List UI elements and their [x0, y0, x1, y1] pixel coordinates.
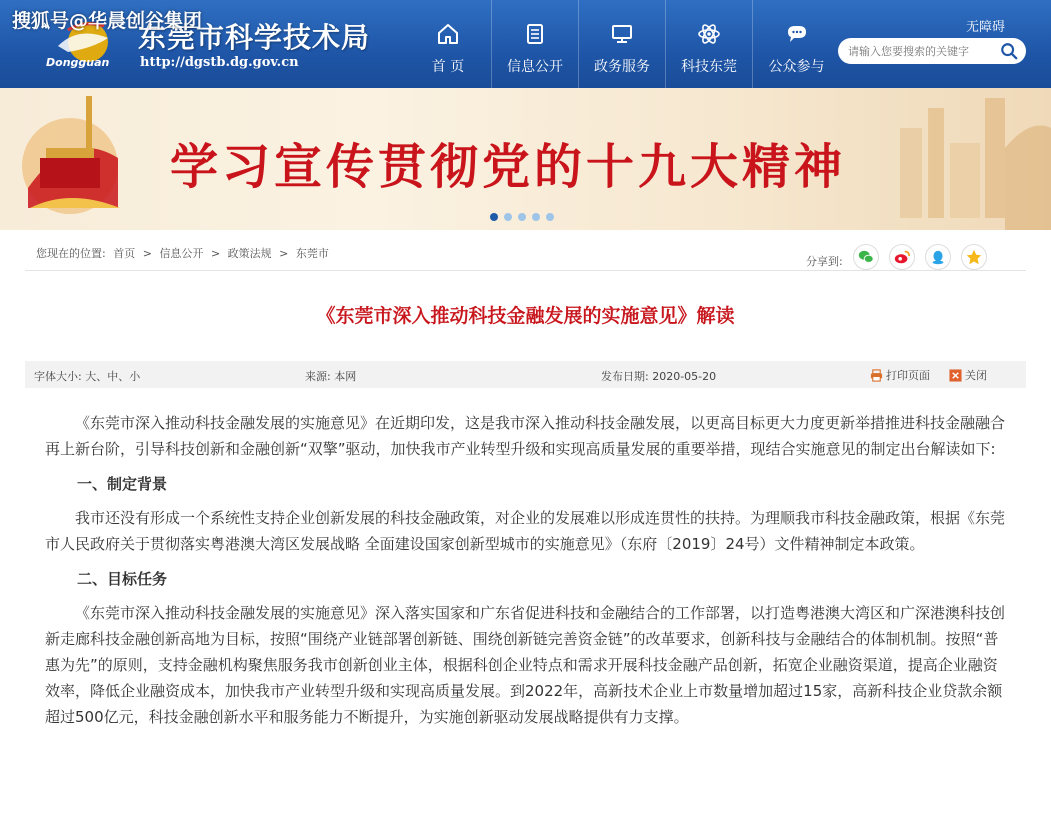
- breadcrumb-separator: >: [142, 247, 152, 260]
- section-heading: 一、制定背景: [77, 475, 168, 493]
- print-button[interactable]: [870, 367, 930, 383]
- svg-text:Dongguan: Dongguan: [46, 56, 110, 69]
- article-paragraph: 《东莞市深入推动科技金融发展的实施意见》深入落实国家和广东省促进科技和金融结合的工作部署，以打造粤港澳大湾区和广深港澳科技创新走廊科技金融创新高地为目标，按照“围绕产业链部署创新链、围绕创新链完善资金链”的改革要求，创新科技与金融结合的体制机制。按照“普惠为先”的原则，支持金融机构聚焦服务我市创新创业主体，根据科创企业特点和需求开展科技金融产品创新，拓宽企业融资渠道，提高企业融资效率，降低企业融资成本，加快我市产业转型升级和实现高质量发展。到2022年，高新技术企业上市数量增加超过15家，高新科技企业贷款余额超过500亿元，科技金融创新水平和服务能力不断提升，为实施创新驱动发展战略提供有力支撑。: [45, 604, 1006, 726]
- article-paragraph: 我市还没有形成一个系统性支持企业创新发展的科技金融政策，对企业的发展难以形成连贯性的扶持。为理顺我市科技金融政策，根据《东莞市人民政府关于贯彻落实粤港澳大湾区发展战略 全面建设国家创新型城市的实施意见》（东府〔2019〕24号）文件精神制定本政策。: [45, 509, 1006, 553]
- search-input[interactable]: [848, 45, 998, 58]
- section-heading: 二、目标任务: [77, 570, 168, 588]
- accessibility-link[interactable]: 无障碍: [965, 20, 1005, 35]
- nav-gov-services[interactable]: [579, 0, 666, 88]
- carousel-dot[interactable]: [532, 213, 540, 221]
- watermark: 搜狐号@华晨创谷集团: [12, 10, 203, 32]
- carousel-dot[interactable]: [504, 213, 512, 221]
- article-paragraph: 《东莞市深入推动科技金融发展的实施意见》在近期印发，这是我市深入推动科技金融发展，以更高目标更大力度更新举措推进科技金融融合再上新台阶，引导科技创新和金融创新“双擎”驱动，加快我市产业转型升级和实现高质量发展的重要举措，现结合实施意见的制定出台解读如下:: [45, 414, 1006, 458]
- share-qzone-button[interactable]: [961, 244, 987, 270]
- breadcrumb: [36, 245, 333, 261]
- breadcrumb-separator: >: [210, 247, 221, 260]
- carousel-dot[interactable]: [546, 213, 554, 221]
- nav-label: 信息公开: [507, 59, 563, 75]
- site-url[interactable]: http://dgstb.dg.gov.cn: [140, 55, 299, 70]
- close-label: 关闭: [965, 369, 987, 382]
- monitor-icon: [610, 22, 634, 46]
- article-title: 《东莞市深入推动科技金融发展的实施意见》解读: [316, 305, 735, 327]
- close-button[interactable]: [949, 367, 987, 383]
- font-size-selector[interactable]: 字体大小: 大、中、小: [34, 370, 141, 383]
- breadcrumb-policy[interactable]: 政策法规: [227, 247, 272, 260]
- print-label: 打印页面: [886, 369, 930, 382]
- nav-tech-dongguan[interactable]: [666, 0, 753, 88]
- breadcrumb-home[interactable]: 首页: [113, 247, 136, 260]
- atom-icon: [697, 22, 721, 46]
- nav-label: 首 页: [431, 59, 465, 75]
- share-bar: [806, 244, 997, 270]
- search-box: [838, 38, 1026, 64]
- share-label: 分享到:: [806, 255, 843, 268]
- qzone-icon: [965, 248, 983, 266]
- nav-label: 公众参与: [768, 59, 825, 75]
- share-weibo-button[interactable]: [889, 244, 915, 270]
- article-body: [45, 410, 1007, 730]
- carousel-dots: [490, 213, 554, 221]
- breadcrumb-separator: >: [279, 247, 289, 260]
- share-wechat-button[interactable]: [853, 244, 879, 270]
- divider: [25, 270, 1026, 271]
- site-title[interactable]: 东莞市科学技术局: [138, 21, 371, 54]
- publish-date: 发布日期: 2020-05-20: [601, 370, 717, 383]
- chat-icon: [785, 22, 809, 46]
- site-header: [0, 0, 1051, 88]
- carousel-dot[interactable]: [518, 213, 526, 221]
- nav-home[interactable]: [405, 0, 492, 88]
- banner-slogan[interactable]: 学习宣传贯彻党的十九大精神: [170, 139, 847, 195]
- breadcrumb-prefix: 您现在的位置:: [36, 247, 106, 260]
- home-icon: [436, 22, 460, 46]
- qq-icon: [929, 248, 947, 266]
- nav-info-disclosure[interactable]: [492, 0, 579, 88]
- nav-label: 政务服务: [594, 59, 650, 75]
- article-source: 来源: 本网: [305, 370, 357, 383]
- share-qq-button[interactable]: [925, 244, 951, 270]
- document-icon: [523, 22, 547, 46]
- breadcrumb-info[interactable]: 信息公开: [159, 247, 204, 260]
- print-icon: [870, 369, 883, 382]
- carousel-dot[interactable]: [490, 213, 498, 221]
- article-info-bar: [25, 361, 1026, 388]
- breadcrumb-city[interactable]: 东莞市: [295, 247, 329, 260]
- banner-carousel[interactable]: [0, 88, 1051, 230]
- weibo-icon: [893, 248, 911, 266]
- nav-label: 科技东莞: [681, 59, 737, 75]
- wechat-icon: [857, 248, 875, 266]
- main-nav: [405, 0, 840, 88]
- close-icon: [949, 369, 962, 382]
- nav-public-participation[interactable]: [753, 0, 840, 88]
- search-icon[interactable]: [1000, 42, 1018, 60]
